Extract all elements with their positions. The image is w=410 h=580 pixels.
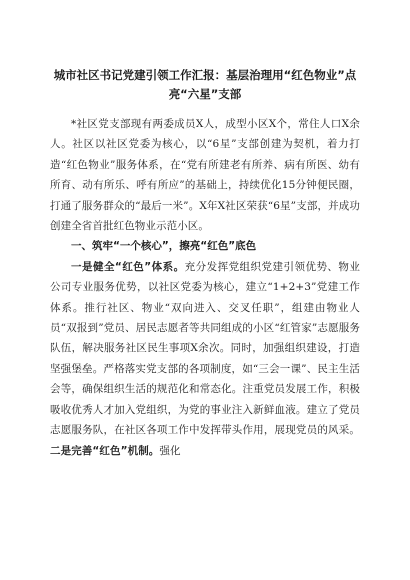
paragraph-tail-text: 强化 — [159, 444, 181, 457]
inline-bold-lead: 二是完善“红色”机制。 — [50, 444, 160, 457]
body-paragraph-1 — [50, 257, 360, 461]
intro-paragraph: *社区党支部现有两委成员X人，成型小区X个，常住人口X余人。社区以社区党委为核心，以“6星”支部创建为契机，着力打造“红色物业”服务体系，在“党有所建老有所养、病有所医、幼有所育、动有所乐、呼有所应”的基础上，持续优化15分钟便民圈，打通了服务群众的“最后一米”。X年X社区荣获“6星”支部，并成功创建全省首批红色物业示范小区。 — [50, 118, 360, 233]
paragraph-lead-bold: 一是健全“红色”体系。 — [71, 260, 185, 273]
section-heading-1: 一、筑牢“一个核心”，擦亮“红色”底色 — [71, 240, 257, 253]
document-title: 城市社区书记党建引领工作汇报：基层治理用“红色物业”点亮“六星”支部 — [53, 68, 357, 101]
paragraph-text: 充分发挥党组织党建引领优势、物业公司专业服务优势，以社区党委为核心，建立“1+2+3”党建工作体系。推行社区、物业“双向进入、交叉任职”，组建由物业人员“双报到”党员、居民志愿者等共同组成的小区“红管家”志愿服务队伍，解决服务社区民生事项X余次。同时，加强组织建设，打造坚强堡垒。严格落实党支部的各项制度，如“三会一课”、民主生活会等，确保组织生活的规范化和常态化。注重党员发展工作，积极吸收优秀人才加入党组织，为党的事业注入新鲜血液。建立了党员志愿服务队，在社区各项工作中发挥带头作用，展现党员的风采。 — [50, 260, 361, 437]
